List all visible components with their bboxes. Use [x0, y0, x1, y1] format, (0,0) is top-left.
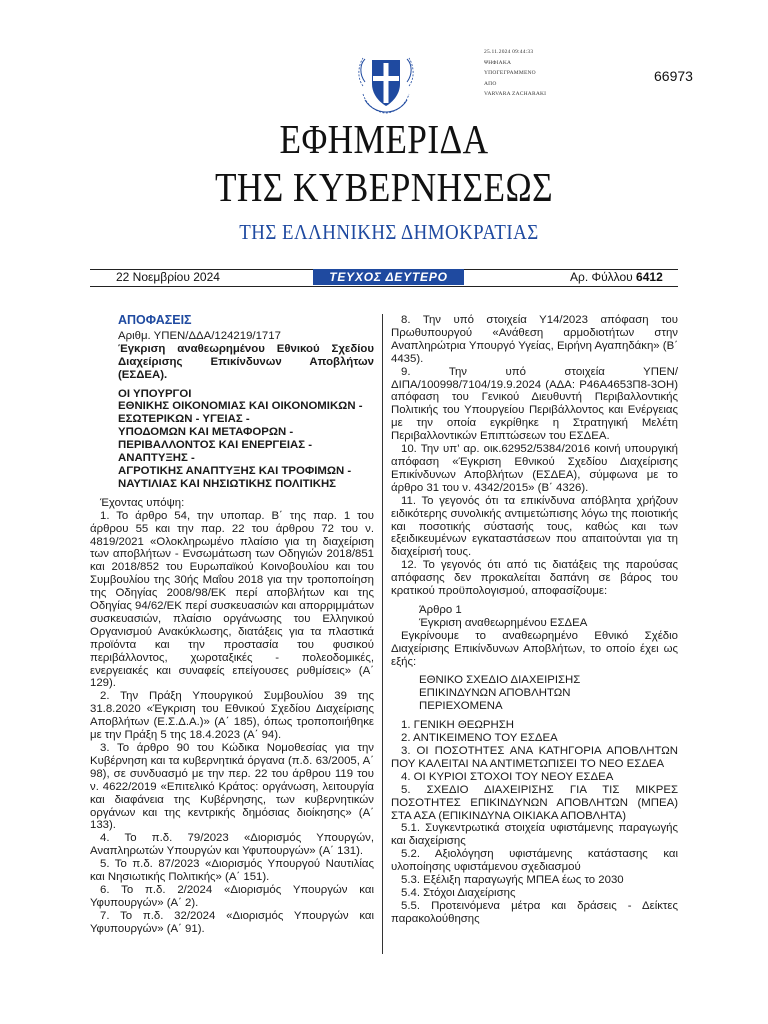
recital: 10. Την υπ’ αρ. οικ.62952/5384/2016 κοινή υπουργική απόφαση «Έγκριση Εθνικού Σχεδίου Διαχείρισης Επικίνδυνων Αποβλήτων (ΕΣΔΕΑ), σύμφωνα με το άρθρο 31 του ν. 4342/2015» (Β΄ 4326). [391, 443, 678, 494]
plan-heading-line: ΕΠΙΚΙΝΔΥΝΩΝ ΑΠΟΒΛΗΤΩΝ [419, 687, 571, 700]
toc-item: 5.5. Προτεινόμενα μέτρα και δράσεις - Δείκτες παρακολούθησης [391, 899, 678, 925]
column-divider [382, 314, 383, 954]
signature-name: VARVARA ZACHARAKI [484, 91, 547, 97]
plan-heading-line: ΠΕΡΙΕΧΟΜΕΝΑ [419, 700, 503, 713]
ministers-line: ΠΕΡΙΒΑΛΛΟΝΤΟΣ ΚΑΙ ΕΝΕΡΓΕΙΑΣ - ΑΝΑΠΤΥΞΗΣ - [118, 439, 313, 465]
right-column [391, 314, 678, 926]
decision-reference: Αριθμ. ΥΠΕΝ/ΔΔΑ/124219/1717 [118, 329, 281, 342]
sheet-label: Αρ. Φύλλου [570, 270, 633, 284]
issue-label: ΤΕΥΧΟΣ ΔΕΥΤΕΡΟ [313, 269, 464, 285]
recital: 4. Το π.δ. 79/2023 «Διορισμός Υπουργών, Αναπληρωτών Υπουργών και Υφυπουργών» (Α΄ 131). [90, 832, 374, 858]
having-regard: Έχοντας υπόψη: [100, 496, 185, 509]
section-heading: ΑΠΟΦΑΣΕΙΣ [118, 313, 192, 327]
toc-item: 5.2. Αξιολόγηση υφιστάμενης κατάστασης και υλοποίησης υφιστάμενου σχεδιασμού [391, 848, 678, 874]
signature-line: ΥΠΟΓΕΓΡΑΜΜΕΝΟ [484, 70, 536, 76]
toc-item: 5.1. Συγκεντρωτικά στοιχεία υφιστάμενης παραγωγής και διαχείρισης [391, 822, 678, 848]
ministers-line: ΕΘΝΙΚΗΣ ΟΙΚΟΝΟΜΙΑΣ ΚΑΙ ΟΙΚΟΝΟΜΙΚΩΝ - [118, 400, 363, 413]
toc-item: 4. ΟΙ ΚΥΡΙΟΙ ΣΤΟΧΟΙ ΤΟΥ ΝΕΟΥ ΕΣΔΕΑ [401, 770, 614, 783]
gazette-title-line1: ΕΦΗΜΕΡΙΔΑ [279, 116, 489, 162]
plan-heading-line: ΕΘΝΙΚΟ ΣΧΕΔΙΟ ΔΙΑΧΕΙΡΙΣΗΣ [419, 674, 581, 687]
recital: 12. Το γεγονός ότι από τις διατάξεις της παρούσας απόφασης δεν προκαλείται δαπάνη σε βάρος του κρατικού προϋπολογισμού, αποφασίζουμε: [391, 559, 678, 598]
ministers-line: ΑΓΡΟΤΙΚΗΣ ΑΝΑΠΤΥΞΗΣ ΚΑΙ ΤΡΟΦΙΜΩΝ - [118, 464, 352, 477]
signature-line: ΑΠΟ [484, 80, 497, 87]
article-label: Άρθρο 1 [419, 603, 462, 616]
recital: 5. Το π.δ. 87/2023 «Διορισμός Υπουργού Ναυτιλίας και Νησιωτικής Πολιτικής» (Α΄ 151). [90, 858, 374, 884]
toc-item: 5. ΣΧΕΔΙΟ ΔΙΑΧΕΙΡΙΣΗΣ ΓΙΑ ΤΙΣ ΜΙΚΡΕΣ ΠΟΣΟΤΗΤΕΣ ΕΠΙΚΙΝΔΥΝΩΝ ΑΠΟΒΛΗΤΩΝ (ΜΠΕΑ) ΣΤΑ ΑΣΑ (ΕΠΙΚΙΝΔΥΝΑ ΟΙΚΙΑΚΑ ΑΠΟΒΛΗΤΑ) [391, 783, 678, 822]
toc-item: 5.4. Στόχοι Διαχείρισης [401, 886, 516, 899]
recital: 2. Την Πράξη Υπουργικού Συμβουλίου 39 της 31.8.2020 «Έγκριση του Εθνικού Σχεδίου Διαχείρισης Αποβλήτων (Ε.Σ.Δ.Α.)» (Α΄ 185), όπως τροποποιήθηκε με την Πράξη 5 της 18.4.2023 (Α΄ 94). [90, 690, 374, 742]
ministers-line: ΕΣΩΤΕΡΙΚΩΝ - ΥΓΕΙΑΣ - [118, 413, 250, 426]
signature-timestamp: 25.11.2024 09:44:33 [484, 49, 534, 55]
issue-date: 22 Νοεμβρίου 2024 [116, 270, 220, 284]
recital: 9. Την υπό στοιχεία ΥΠΕΝ/ΔΙΠΑ/100998/7104/19.9.2024 (ΑΔΑ: Ρ46Α4653Π8-3ΟΗ) απόφαση του Γενικού Διευθυντή Περιβαλλοντικής Πολιτικής του Υπουργείου Περιβάλλοντος και Ενέργειας με την οποία εγκρίθηκε η Στρατηγική Μελέτη Περιβαλλοντικών Επιπτώσεων του ΕΣΔΕΑ. [391, 365, 678, 443]
sheet-value: 6412 [636, 270, 663, 284]
ministers-line: ΟΙ ΥΠΟΥΡΓΟΙ [118, 387, 192, 400]
ministers-line: ΝΑΥΤΙΛΙΑΣ ΚΑΙ ΝΗΣΙΩΤΙΚΗΣ ΠΟΛΙΤΙΚΗΣ [118, 477, 337, 490]
toc-item: 5.3. Εξέλιξη παραγωγής ΜΠΕΑ έως το 2030 [401, 874, 624, 887]
decision-title: Έγκριση αναθεωρημένου Εθνικού Σχεδίου Διαχείρισης Επικίνδυνων Αποβλήτων (ΕΣΔΕΑ). [118, 342, 374, 381]
gazette-title-line2: ΤΗΣ ΚΥΒΕΡΝΗΣΕΩΣ [214, 164, 554, 210]
approval-text: Εγκρίνουμε το αναθεωρημένο Εθνικό Σχέδιο Διαχείρισης Επικίνδυνων Αποβλήτων, το οποίο έχει ως εξής: [391, 629, 678, 668]
signature-line: ΨΗΦΙΑΚΑ [484, 59, 512, 66]
greek-coat-of-arms-icon [355, 52, 417, 114]
recital: 8. Την υπό στοιχεία Υ14/2023 απόφαση του Πρωθυπουργού «Ανάθεση αρμοδιοτήτων στην Αναπληρώτρια Υπουργό Υγείας, Ειρήνη Αγαπηδάκη» (Β΄ 4435). [391, 314, 678, 365]
recital: 3. Το άρθρο 90 του Κώδικα Νομοθεσίας για την Κυβέρνηση και τα κυβερνητικά όργανα (π.δ. 63/2005, Α΄ 98), σε συνδυασμό με την περ. 22 του άρθρου 119 του ν. 4622/2019 «Επιτελικό Κράτος: οργάνωση, λειτουργία και διαφάνεια της Κυβέρνησης, των κυβερνητικών οργάνων και της κεντρικής δημόσιας διοίκησης» (Α΄ 133). [90, 742, 374, 832]
ministers-block [118, 388, 374, 491]
page-number: 66973 [654, 68, 693, 84]
recital: 11. Το γεγονός ότι τα επικίνδυνα απόβλητα χρήζουν ειδικότερης συνολικής αντιμετώπισης λόγω της ποιοτικής και ποσοτικής σύστασής τους, καθώς και των εξειδικευμένων εγκαταστάσεων που απαιτούνται για τη διαχείρισή τους. [391, 494, 678, 559]
toc-item: 1. ΓΕΝΙΚΗ ΘΕΩΡΗΣΗ [401, 719, 514, 732]
recital: 6. Το π.δ. 2/2024 «Διορισμός Υπουργών και Υφυπουργών» (Α΄ 2). [90, 883, 374, 909]
toc-item: 2. ΑΝΤΙΚΕΙΜΕΝΟ ΤΟΥ ΕΣΔΕΑ [401, 732, 558, 745]
recital: 1. Το άρθρο 54, την υποπαρ. Β΄ της παρ. 1 του άρθρου 55 και την παρ. 22 του άρθρου 72 του ν. 4819/2021 «Ολοκληρωμένο πλαίσιο για τη διαχείριση των αποβλήτων - Ενσωμάτωση των Οδηγιών 2018/851 και 2018/852 του Ευρωπαϊκού Κοινοβουλίου και του Συμβουλίου της 30ής Μαΐου 2018 για την τροποποίηση της Οδηγίας 2008/98/ΕΚ περί αποβλήτων και της Οδηγίας 94/62/ΕΚ περί συσκευασιών και απορριμμάτων συσκευασιών, πλαίσιο οργάνωσης του Ελληνικού Οργανισμού Ανακύκλωσης, διατάξεις για τα πλαστικά προϊόντα και την προστασία του φυσικού περιβάλλοντος, χωροταξικές - πολεοδομικές, ενεργειακές και συναφείς επείγουσες ρυθμίσεις» (Α΄ 129). [90, 509, 374, 690]
sheet-number [570, 270, 663, 284]
recital: 7. Το π.δ. 32/2024 «Διορισμός Υπουργών και Υφυπουργών» (Α΄ 91). [90, 909, 374, 935]
digital-signature [484, 47, 546, 100]
ministers-line: ΥΠΟΔΟΜΩΝ ΚΑΙ ΜΕΤΑΦΟΡΩΝ - [118, 426, 294, 439]
plan-heading [419, 674, 678, 713]
article-title: Έγκριση αναθεωρημένου ΕΣΔΕΑ [419, 616, 588, 629]
gazette-subtitle: ΤΗΣ ΕΛΛΗΝΙΚΗΣ ΔΗΜΟΚΡΑΤΙΑΣ [239, 220, 539, 244]
toc-item: 3. ΟΙ ΠΟΣΟΤΗΤΕΣ ΑΝΑ ΚΑΤΗΓΟΡΙΑ ΑΠΟΒΛΗΤΩΝ ΠΟΥ ΚΑΛΕΙΤΑΙ ΝΑ ΑΝΤΙΜΕΤΩΠΙΣΕΙ ΤΟ ΝΕΟ ΕΣΔΕΑ [391, 745, 678, 770]
left-column [90, 314, 374, 936]
